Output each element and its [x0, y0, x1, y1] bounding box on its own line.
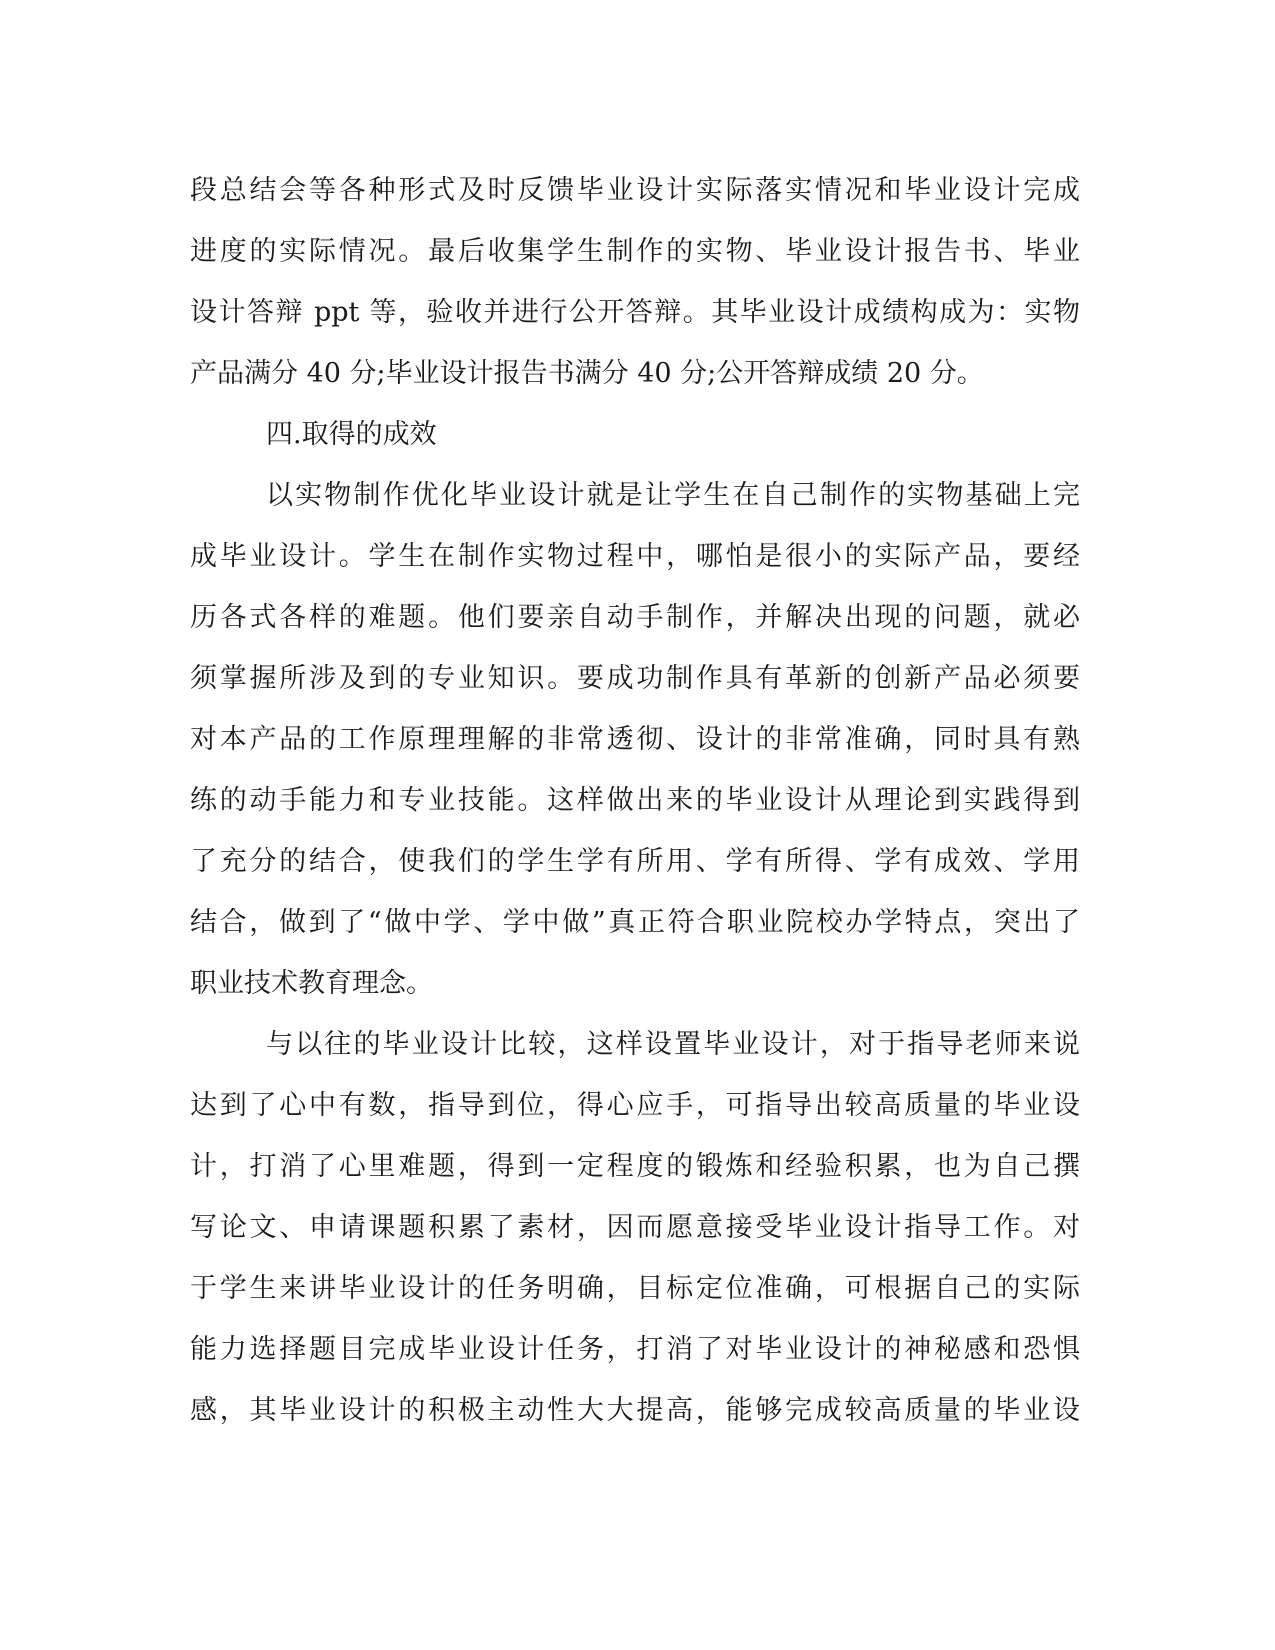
text-line: 写论文、申请课题积累了素材，因而愿意接受毕业设计指导工作。对 [190, 1212, 1080, 1243]
text-line: 产品满分 40 分;毕业设计报告书满分 40 分;公开答辩成绩 20 分。 [190, 358, 984, 389]
text-line: 与以往的毕业设计比较，这样设置毕业设计，对于指导老师来说 [266, 1029, 1080, 1060]
text-line: 职业技术教育理念。 [190, 968, 433, 999]
text-line: 设计答辩 ppt 等，验收并进行公开答辩。其毕业设计成绩构成为：实物 [190, 297, 1080, 328]
text-line: 进度的实际情况。最后收集学生制作的实物、毕业设计报告书、毕业 [190, 236, 1080, 267]
text-line: 了充分的结合，使我们的学生学有所用、学有所得、学有成效、学用 [190, 846, 1080, 877]
text-line: 能力选择题目完成毕业设计任务，打消了对毕业设计的神秘感和恐惧 [190, 1334, 1080, 1365]
text-line: 段总结会等各种形式及时反馈毕业设计实际落实情况和毕业设计完成 [190, 175, 1080, 206]
text-line: 成毕业设计。学生在制作实物过程中，哪怕是很小的实际产品，要经 [190, 541, 1080, 572]
text-line: 感，其毕业设计的积极主动性大大提高，能够完成较高质量的毕业设 [190, 1395, 1080, 1426]
text-line: 达到了心中有数，指导到位，得心应手，可指导出较高质量的毕业设 [190, 1090, 1080, 1121]
section-heading: 四.取得的成效 [266, 419, 437, 450]
text-line: 结合，做到了“做中学、学中做”真正符合职业院校办学特点，突出了 [190, 907, 1080, 938]
text-line: 计，打消了心里难题，得到一定程度的锻炼和经验积累，也为自己撰 [190, 1151, 1080, 1182]
text-line: 须掌握所涉及到的专业知识。要成功制作具有革新的创新产品必须要 [190, 663, 1080, 694]
text-line: 对本产品的工作原理理解的非常透彻、设计的非常准确，同时具有熟 [190, 724, 1080, 755]
text-line: 以实物制作优化毕业设计就是让学生在自己制作的实物基础上完 [266, 480, 1080, 511]
text-line: 历各式各样的难题。他们要亲自动手制作，并解决出现的问题，就必 [190, 602, 1080, 633]
document-body [190, 160, 1080, 1441]
text-line: 练的动手能力和专业技能。这样做出来的毕业设计从理论到实践得到 [190, 785, 1080, 816]
text-line: 于学生来讲毕业设计的任务明确，目标定位准确，可根据自己的实际 [190, 1273, 1080, 1304]
